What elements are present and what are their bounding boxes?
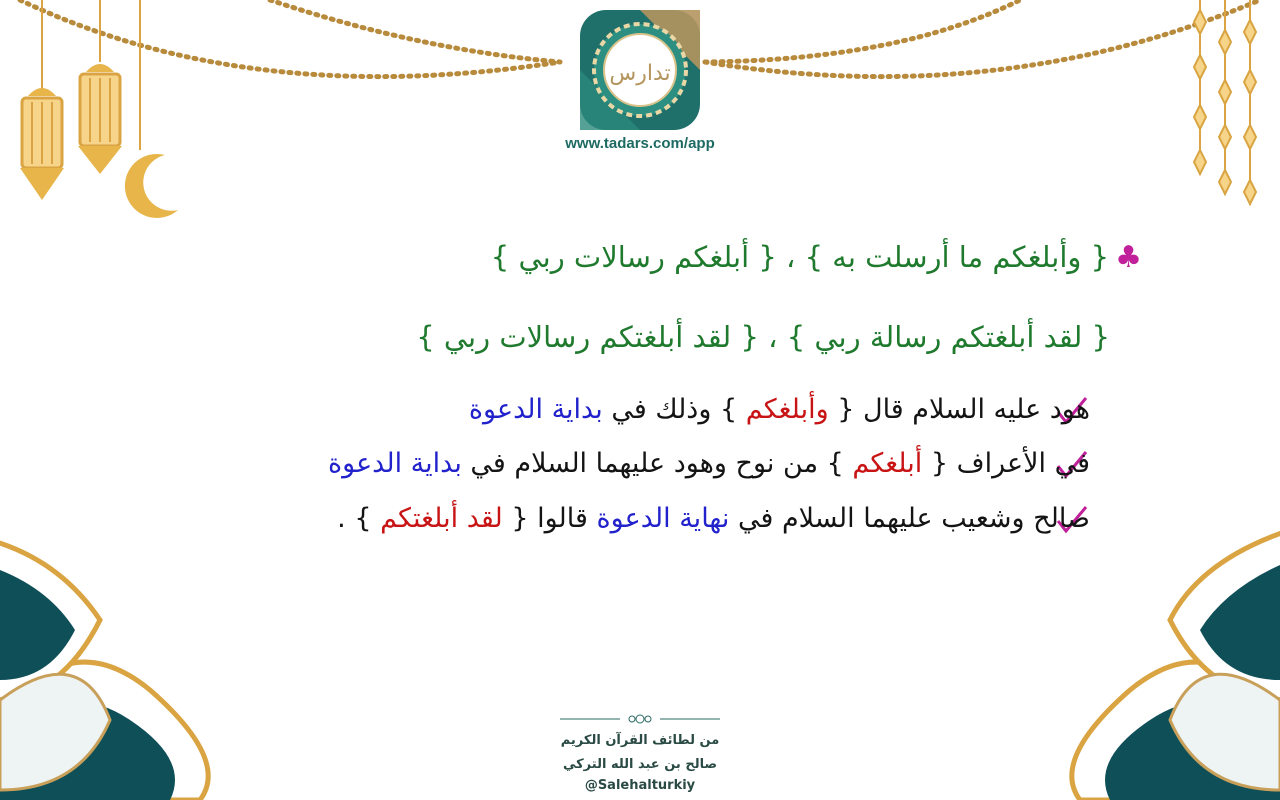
bullet-2-highlight-blue: بداية الدعوة [327,448,462,479]
footer-author-name: صالح بن عبد الله التركي [562,757,718,772]
divider-flourish-icon [560,712,720,726]
verse-line-1-text: { وأبلغكم ما أرسلت به } ، { أبلغكم رسالات ربي } [490,240,1110,274]
footer-series-title: من لطائف القرآن الكريم [560,733,720,748]
bullet-item-2 [328,448,1090,479]
hanging-ornaments-icon [1194,0,1256,205]
bullet-1-highlight-red: وأبلغكم [745,394,829,425]
bullet-1-part-2: } وذلك في [602,394,746,425]
verse-line-2 [416,320,1110,354]
bead-garland-right-2 [705,0,1260,77]
crescent-moon-icon [125,0,178,218]
flower-ornament-icon [1072,530,1280,800]
flower-ornament-icon [0,540,208,800]
bullet-3-part-3: } . [337,503,381,534]
bullet-2-highlight-red: أبلغكم [852,448,923,479]
bullet-item-3 [337,503,1090,534]
logo-badge-icon [578,8,702,132]
bead-garland-left-2 [270,0,560,62]
app-logo[interactable] [578,8,702,132]
lantern-icon [20,0,64,200]
footer-social-handle[interactable]: @Salehalturkiy [584,778,696,793]
bead-garland-right [705,0,1020,62]
logo-text: تدارس [609,61,671,86]
verse-line-1 [491,240,1142,275]
bullet-2-part-2: } من نوح وهود عليهما السلام في [461,448,853,479]
bullet-3-part-2: قالوا { [502,503,597,534]
bullet-1-part-1: هود عليه السلام قال { [828,394,1090,425]
bullet-3-part-1: صالح وشعيب عليهما السلام في [729,503,1090,534]
website-url-link[interactable]: www.tadars.com/app [565,135,715,152]
verse-line-2-text: { لقد أبلغتكم رسالة ربي } ، { لقد أبلغتكم رسالات ربي } [416,320,1110,354]
bullet-2-part-1: في الأعراف { [922,448,1090,479]
bullet-3-highlight-blue: نهاية الدعوة [596,503,730,534]
bullet-item-1 [469,394,1090,425]
bullet-1-highlight-blue: بداية الدعوة [468,394,603,425]
bullet-3-highlight-red: لقد أبلغتكم [380,503,503,534]
club-suit-icon: ♣ [1115,240,1142,275]
